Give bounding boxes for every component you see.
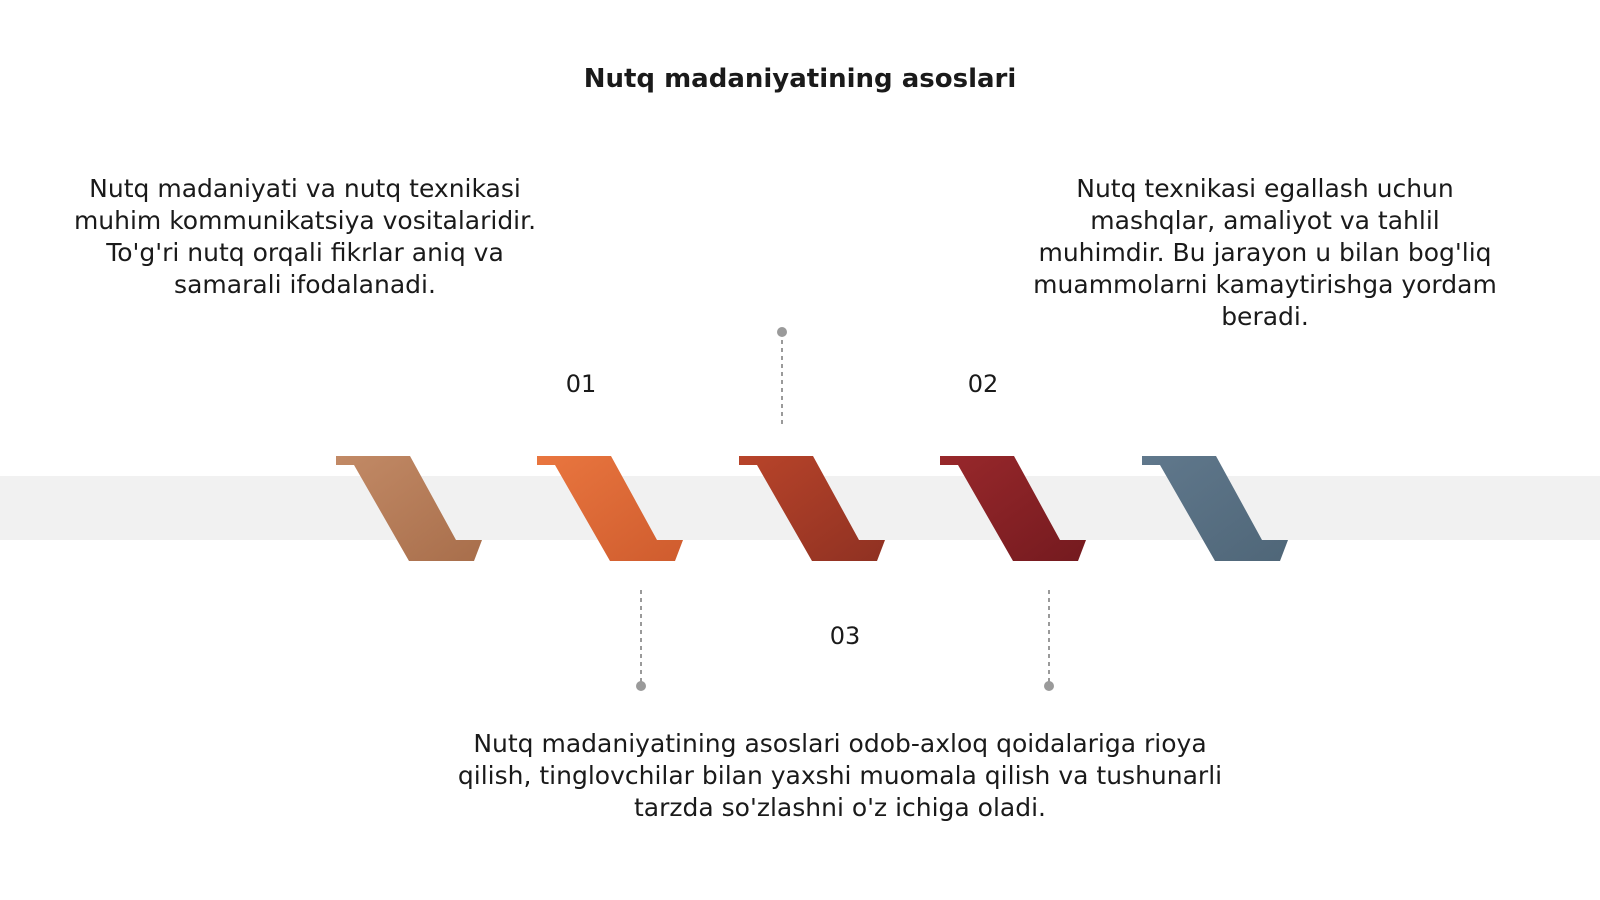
ribbon-shape-4 bbox=[940, 456, 1086, 561]
ribbon-shape-3 bbox=[739, 456, 885, 561]
step-2-number: 02 bbox=[967, 370, 999, 398]
ribbon-shape-1 bbox=[336, 456, 482, 561]
step-3-description: Nutq madaniyatining asoslari odob-axloq qoidalariga rioya qilish, tinglovchilar bilan yaxshi muomala qilish va tushunarli tarzda so'zlashni o'z ichiga oladi. bbox=[457, 729, 1223, 822]
connector-dot bbox=[777, 327, 787, 337]
step-3-number: 03 bbox=[829, 622, 861, 650]
ribbon-shape-5 bbox=[1142, 456, 1288, 561]
connector-bottom-right bbox=[1044, 590, 1054, 691]
step-1-description: Nutq madaniyati va nutq texnikasi muhim kommunikatsiya vositalaridir. To'g'ri nutq orqali fikrlar aniq va samarali ifodalanadi. bbox=[73, 174, 537, 299]
page-title: Nutq madaniyatining asoslari bbox=[583, 64, 1017, 94]
connector-top bbox=[777, 327, 787, 428]
ribbon-shape-2 bbox=[537, 456, 683, 561]
connector-dot bbox=[636, 681, 646, 691]
chevron-shapes bbox=[336, 456, 1288, 561]
step-1-number: 01 bbox=[565, 370, 597, 398]
connector-dot bbox=[1044, 681, 1054, 691]
connector-bottom-left bbox=[636, 590, 646, 691]
step-2-description: Nutq texnikasi egallash uchun mashqlar, amaliyot va tahlil muhimdir. Bu jarayon u bilan bog'liq muammolarni kamaytirishga yordam beradi. bbox=[1033, 174, 1497, 331]
